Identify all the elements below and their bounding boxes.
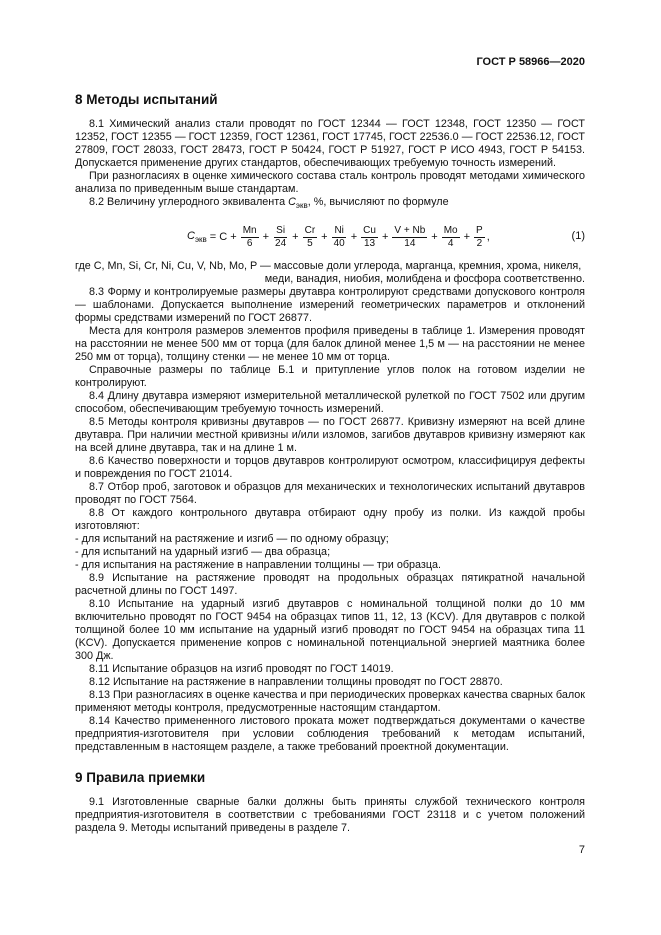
list-item: - для испытаний на ударный изгиб — два образца; (75, 546, 331, 559)
list-item: - для испытаний на растяжение и изгиб — по одному образцу; (75, 533, 389, 546)
paragraph-8-2-pre: 8.2 Величину углеродного эквивалента (89, 196, 289, 208)
paragraph-8-3c: Справочные размеры по таблице Б.1 и притупление углов полок на готовом изделии не контролируют. (75, 364, 585, 390)
section-8-title: 8 Методы испытаний (75, 92, 218, 107)
paragraph-8-9: 8.9 Испытание на растяжение проводят на продольных образцах пятикратной начальной расчетной длины по ГОСТ 1497. (75, 572, 585, 598)
formula-plus: + (431, 231, 438, 244)
formula-numerator: P (476, 224, 483, 236)
formula-denominator: 24 (275, 237, 287, 249)
paragraph-8-2-post: , %, вычисляют по формуле (307, 196, 449, 208)
paragraph-8-2 (75, 196, 585, 212)
paragraph-8-13: 8.13 При разногласиях в оценке качества и при периодических проверках качества сварных балок применяют методы контроля, предусмотренные настоящим стандартом. (75, 689, 585, 715)
paragraph-8-5: 8.5 Методы контроля кривизны двутавров — по ГОСТ 26877. Кривизну измеряют на всей длине двутавра. При наличии местной кривизны и/или изломов, загибов двутавров кривизну измеряют как на всей длине двутавра, так и на длине 1 м. (75, 416, 585, 455)
paragraph-9-1: 9.1 Изготовленные сварные балки должны быть приняты службой технического контроля предприятия-изготовителя в соответствии с требованиями ГОСТ 23118 и с учетом положений раздела 9. Методы испытаний приведены в разделе 7. (75, 796, 585, 835)
carbon-equivalent-subscript: экв (295, 201, 308, 211)
document-header-standard: ГОСТ Р 58966—2020 (476, 56, 585, 68)
formula-fraction (442, 225, 460, 250)
formula-fraction (361, 225, 378, 250)
specimen-list (75, 533, 585, 572)
paragraph-8-4: 8.4 Длину двутавра измеряют измерительной металлической рулеткой по ГОСТ 7502 или другим способом, обеспечивающим требуемую точность измерений. (75, 390, 585, 416)
carbon-equivalent-symbol: C (288, 196, 296, 208)
paragraph-8-14: 8.14 Качество примененного листового проката может подтверждаться документами о качестве предприятия-изготовителя при условии соблюдения требований к методам испытаний, представленным в настоящем разделе, а также требований проектной документации. (75, 715, 585, 754)
list-item: - для испытания на растяжение в направлении толщины — три образца. (75, 559, 442, 572)
formula-lhs-subscript: экв (194, 235, 207, 245)
formula-numerator: Ni (334, 224, 344, 236)
paragraph-8-3: 8.3 Форму и контролируемые размеры двутавра контролируют средствами допускового контроля — шаблонами. Допускается выполнение измерений геометрических параметров и отклонений формы средствами измерений по ГОСТ 26877. (75, 286, 585, 325)
formula-where-line-2: меди, ванадия, ниобия, молибдена и фосфора соответственно. (264, 273, 585, 286)
formula-denominator: 4 (447, 237, 454, 249)
formula-fraction (474, 225, 485, 250)
formula-denominator: 14 (404, 237, 416, 249)
formula-number: (1) (571, 230, 585, 243)
formula-numerator: Si (276, 224, 286, 236)
section-9-title: 9 Правила приемки (75, 770, 206, 786)
paragraph-8-1: 8.1 Химический анализ стали проводят по ГОСТ 12344 — ГОСТ 12348, ГОСТ 12350 — ГОСТ 12352, ГОСТ 12355 — ГОСТ 12359, ГОСТ 12361, ГОСТ 17745, ГОСТ 22536.0 — ГОСТ 22536.12, ГОСТ 27809, ГОСТ 28033, ГОСТ 28473, ГОСТ Р 50424, ГОСТ Р 51927, ГОСТ Р ИСО 4943, ГОСТ Р 54153. Допускается применение других стандартов, обеспечивающих требуемую точность измерений. (75, 118, 585, 169)
formula-equals: = C + (209, 231, 237, 244)
page-number: 7 (578, 844, 585, 856)
formula-where-line-1: где C, Mn, Si, Cr, Ni, Cu, V, Nb, Mo, P — массовые доли углерода, марганца, кремния, хрома, никеля, (75, 260, 582, 273)
formula-fraction (241, 225, 259, 250)
paragraph-8-10: 8.10 Испытание на ударный изгиб двутавров с номинальной толщиной полки до 10 мм включительно проводят по ГОСТ 9454 на образцах типов 11, 12, 13 (KCV). Для двутавров с полкой толщиной более 10 мм испытание на ударный изгиб проводят по ГОСТ 9454 на образцах типа 11 (KCV). Допускается применение копров с номинальной потенциальной энергией маятника более 300 Дж. (75, 598, 585, 663)
formula-end: , (486, 231, 490, 244)
paragraph-8-1b: При разногласиях в оценке химического состава сталь контроль проводят методами химического анализа по приведенным выше стандартам. (75, 170, 585, 195)
paragraph-8-3b: Места для контроля размеров элементов профиля приведены в таблице 1. Измерения проводят на расстоянии не менее 500 мм от торца (для балок длиной менее 1,5 м — на расстоянии не менее 250 мм от торца), толщину стенки — не менее 10 мм от торца. (75, 325, 585, 364)
formula-numerator: V + Nb (394, 224, 426, 236)
formula-denominator: 6 (246, 237, 253, 249)
paragraph-8-12: 8.12 Испытание на растяжение в направлении толщины проводят по ГОСТ 28870. (89, 676, 503, 689)
formula-numerator: Cu (363, 224, 376, 236)
formula-plus: + (350, 231, 358, 244)
paragraph-8-8: 8.8 От каждого контрольного двутавра отбирают одну пробу из полки. Из каждой пробы изготовляют: (75, 507, 585, 533)
formula-fraction (273, 225, 288, 250)
formula-fraction (332, 225, 347, 250)
formula-numerator: Cr (304, 224, 316, 236)
paragraph-8-7: 8.7 Отбор проб, заготовок и образцов для механических и технологических испытаний двутавров проводят по ГОСТ 7564. (75, 481, 585, 507)
formula-denominator: 13 (364, 237, 376, 249)
formula-plus: + (463, 231, 471, 244)
formula-plus: + (262, 231, 270, 244)
formula-1 (75, 218, 585, 256)
formula-expression (187, 218, 493, 256)
formula-plus: + (321, 231, 328, 244)
paragraph-8-11: 8.11 Испытание образцов на изгиб проводят по ГОСТ 14019. (89, 663, 394, 676)
formula-lhs (187, 230, 207, 244)
paragraph-8-6: 8.6 Качество поверхности и торцов двутавров контролируют осмотром, классифицируя дефекты и повреждения по ГОСТ 21014. (75, 455, 585, 481)
formula-plus: + (292, 231, 299, 244)
formula-denominator: 2 (476, 237, 483, 249)
formula-plus: + (381, 231, 389, 244)
formula-numerator: Mo (443, 224, 458, 236)
formula-fraction (392, 225, 427, 250)
formula-lhs-symbol: C (187, 230, 195, 243)
formula-numerator: Mn (242, 224, 257, 236)
formula-denominator: 5 (307, 237, 313, 249)
page-content (75, 92, 585, 835)
formula-fraction (303, 225, 318, 250)
formula-denominator: 40 (333, 237, 345, 249)
